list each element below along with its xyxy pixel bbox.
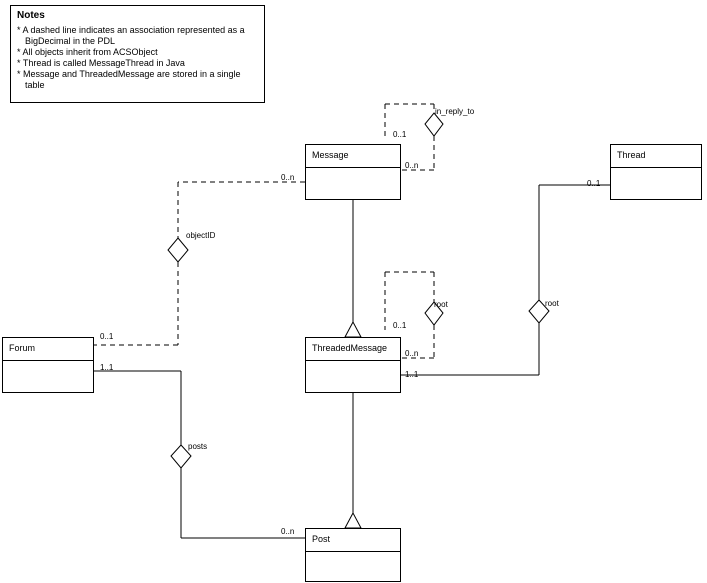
multiplicity-label: 1..1 [100, 363, 114, 372]
class-name: Thread [617, 150, 646, 160]
multiplicity-label: 0..n [405, 349, 419, 358]
association-label-root-thread: root [545, 299, 559, 308]
aggregation-diamond-in-reply-to [425, 113, 443, 136]
association-label-posts: posts [188, 442, 208, 451]
class-divider [611, 167, 701, 168]
class-divider [306, 167, 400, 168]
multiplicity-label: 0..1 [587, 179, 601, 188]
note-item: * All objects inherit from ACSObject [17, 47, 258, 58]
multiplicity-label: 0..1 [393, 130, 407, 139]
association-label-objectid: objectID [186, 231, 216, 240]
multiplicity-label: 0..n [281, 527, 295, 536]
class-divider [306, 360, 400, 361]
class-name: ThreadedMessage [312, 343, 388, 353]
multiplicity-label: 0..1 [100, 332, 114, 341]
generalization-triangle-threadedmessage [345, 322, 361, 337]
multiplicity-label: 0..1 [393, 321, 407, 330]
association-label-root-tm: root [434, 300, 448, 309]
class-box-threadedmessage[interactable] [305, 337, 401, 393]
multiplicity-label: 0..n [281, 173, 295, 182]
class-box-post[interactable] [305, 528, 401, 582]
class-name: Forum [9, 343, 36, 353]
multiplicity-label: 1..1 [405, 370, 419, 379]
note-item: * Thread is called MessageThread in Java [17, 58, 258, 69]
note-item: * A dashed line indicates an association represented as a BigDecimal in the PDL [17, 25, 258, 47]
aggregation-diamond-objectid [168, 238, 188, 262]
class-name: Post [312, 534, 331, 544]
class-box-forum[interactable] [2, 337, 94, 393]
class-name: Message [312, 150, 349, 160]
notes-title: Notes [17, 10, 45, 21]
generalization-triangle-post [345, 513, 361, 528]
class-box-thread[interactable] [610, 144, 702, 200]
association-label-in-reply-to: in_reply_to [435, 107, 475, 116]
class-divider [3, 360, 93, 361]
multiplicity-label: 0..n [405, 161, 419, 170]
class-divider [306, 551, 400, 552]
class-box-message[interactable] [305, 144, 401, 200]
note-item: * Message and ThreadedMessage are stored in a single table [17, 69, 258, 91]
